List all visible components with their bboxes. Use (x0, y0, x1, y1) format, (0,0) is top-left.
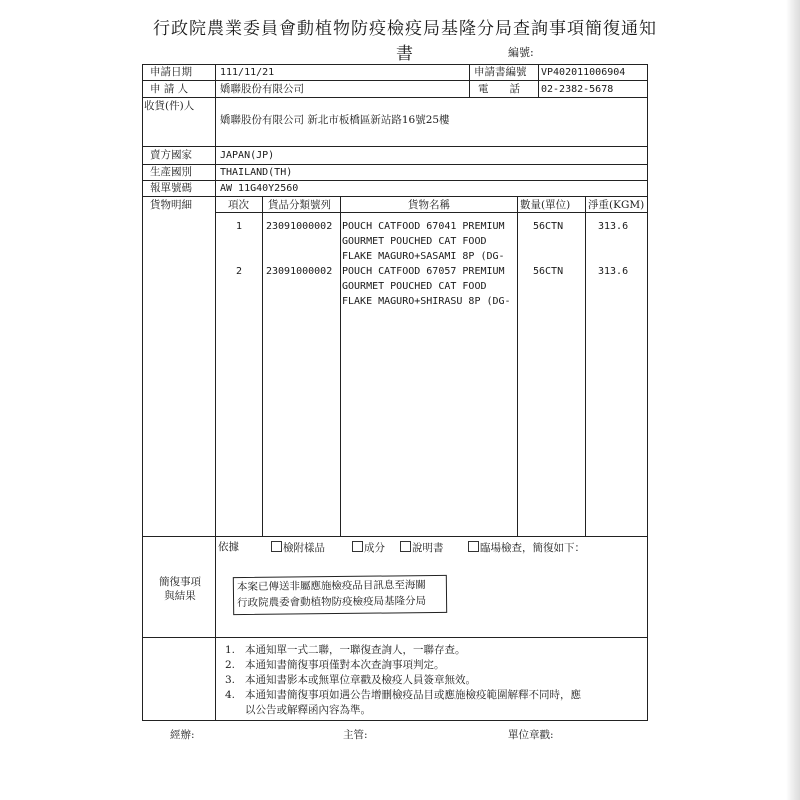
unit-seal-label: 單位章戳: (508, 729, 554, 741)
reply-section-label (150, 576, 210, 602)
goods-details-label: 貨物明細 (150, 199, 192, 211)
apply-date-label: 申請日期 (150, 66, 192, 78)
seller-country-label: 賣方國家 (150, 149, 192, 161)
goods-row-1-name-line-1: POUCH CATFOOD 67041 PREMIUM (342, 221, 505, 232)
option-onsite-inspection: 臨場檢查，簡復如下： (468, 541, 585, 555)
origin-country-value: THAILAND(TH) (220, 167, 293, 178)
declaration-number-label: 報單號碼 (150, 182, 192, 194)
basis-label: 依據 (218, 541, 239, 553)
goods-header-name: 貨物名稱 (408, 199, 450, 211)
goods-header-weight: 淨重(KGM) (588, 199, 645, 211)
note-4: 4. 本通知書簡復事項如遇公告增刪檢疫品目或應施檢疫範圍解釋不同時，應 (225, 689, 581, 701)
goods-row-2-name-line-1: POUCH CATFOOD 67057 PREMIUM (342, 266, 505, 277)
goods-row-2-qty: 56CTN (533, 266, 564, 277)
note-1: 1. 本通知單一式二聯，一聯復查詢人，一聯存查。 (225, 644, 466, 656)
stamp-line-2: 行政院農委會動植物防疫檢疫局基隆分局 (237, 595, 427, 610)
goods-row-2-code: 23091000002 (266, 266, 333, 277)
goods-row-2-name-line-2: GOURMET POUCHED CAT FOOD (342, 281, 487, 292)
checkbox-manual (400, 541, 411, 552)
goods-row-1-code: 23091000002 (266, 221, 333, 232)
origin-country-label: 生產國別 (150, 166, 192, 178)
note-2: 2. 本通知書簡復事項僅對本次查詢事項判定。 (225, 659, 445, 671)
goods-row-2-weight: 313.6 (598, 266, 629, 277)
serial-number-label: 編號: (508, 46, 534, 59)
goods-row-1-name-line-2: GOURMET POUCHED CAT FOOD (342, 236, 487, 247)
goods-header-no: 項次 (228, 199, 249, 211)
goods-row-1-qty: 56CTN (533, 221, 564, 232)
apply-date-value: 111/11/21 (220, 67, 275, 78)
application-number-value: VP402011006904 (541, 67, 626, 78)
document-title: 行政院農業委員會動植物防疫檢疫局基隆分局查詢事項簡復通知書 (153, 19, 657, 64)
consignee-value: 嬌聯股份有限公司 新北市板橋區新站路16號25樓 (220, 114, 450, 126)
seller-country-value: JAPAN(JP) (220, 150, 275, 161)
supervisor-label: 主管: (343, 729, 368, 741)
note-4-continued: 以公告或解釋函內容為準。 (245, 704, 371, 716)
declaration-number-value: AW 11G40Y2560 (220, 183, 299, 194)
option-ingredients: 成分 (352, 541, 385, 555)
inspection-stamp (233, 575, 447, 615)
reply-label-line-2: 與結果 (164, 590, 196, 602)
goods-row-1-no: 1 (236, 221, 243, 232)
goods-header-code: 貨品分類號列 (268, 199, 331, 211)
goods-row-1-weight: 313.6 (598, 221, 629, 232)
applicant-label: 申 請 人 (150, 83, 189, 95)
reply-label-line-1: 簡復事項 (159, 576, 201, 588)
goods-row-2-name-line-3: FLAKE MAGURO+SHIRASU 8P (DG- (342, 296, 511, 307)
stamp-line-1: 本案已傳送非屬應施檢疫品目訊息至海關 (236, 579, 426, 594)
option-sample: 檢附樣品 (271, 541, 325, 555)
handler-label: 經辦: (170, 729, 195, 741)
phone-label: 電 話 (478, 83, 520, 95)
checkbox-ingredients (352, 541, 363, 552)
phone-value: 02-2382-5678 (541, 84, 614, 95)
option-manual: 說明書 (400, 541, 444, 555)
goods-row-1-name-line-3: FLAKE MAGURO+SASAMI 8P (DG- (342, 251, 505, 262)
checkbox-sample (271, 541, 282, 552)
goods-row-2-no: 2 (236, 266, 243, 277)
checkbox-onsite-inspection (468, 541, 479, 552)
note-3: 3. 本通知書影本或無單位章戳及檢疫人員簽章無效。 (225, 674, 476, 686)
application-number-label: 申請書編號 (474, 66, 527, 78)
applicant-value: 嬌聯股份有限公司 (220, 83, 304, 95)
goods-header-qty: 數量(單位) (520, 199, 571, 211)
consignee-label: 收貨(件)人 (144, 100, 195, 112)
